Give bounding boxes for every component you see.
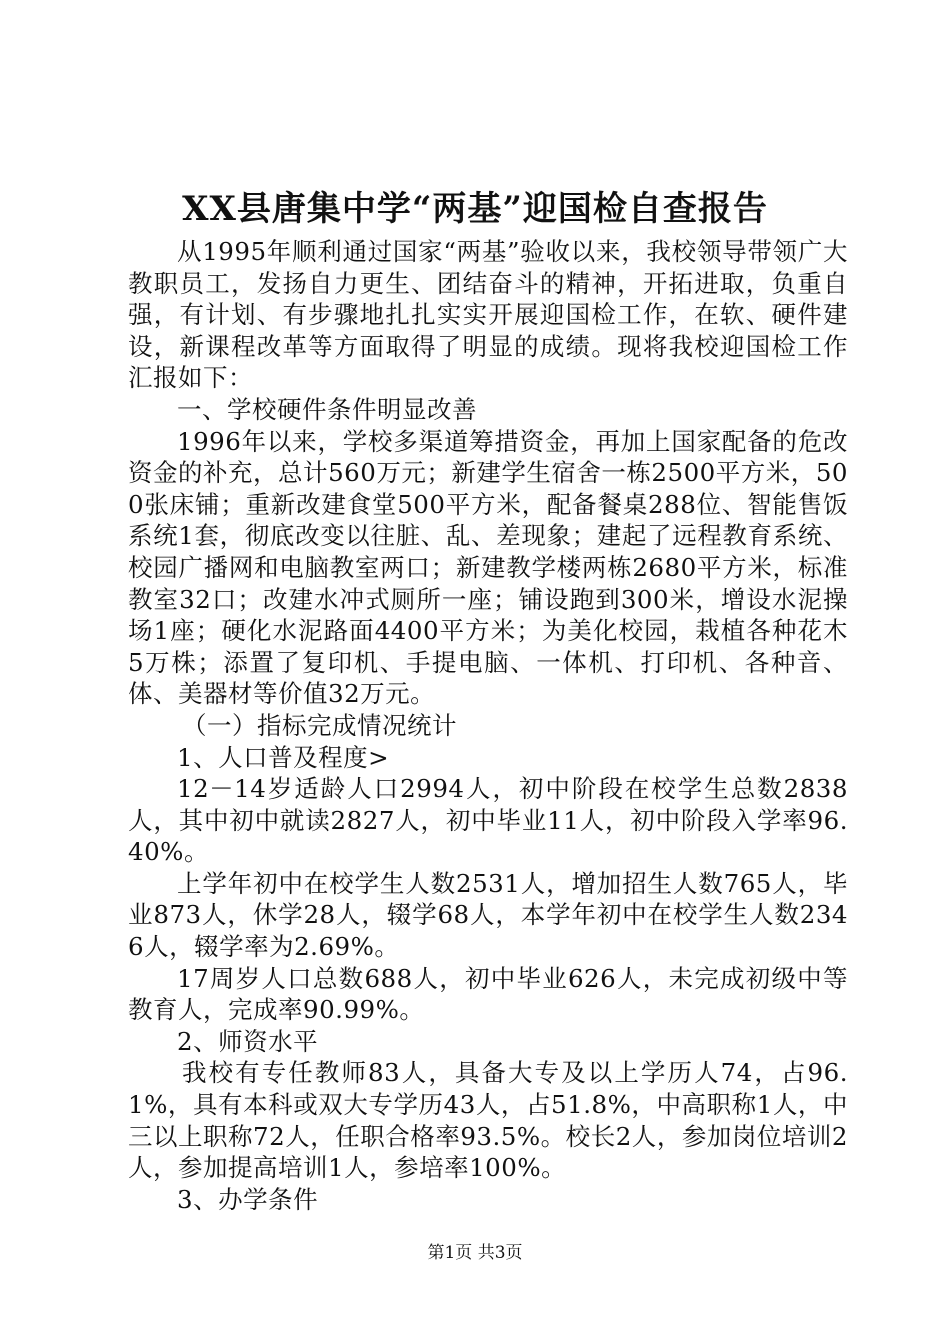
item-heading-population: 1、人口普及程度> [177,742,390,772]
subsection-heading-indicators: （一）指标完成情况统计 [182,710,457,740]
document-title: XX县唐集中学“两基”迎国检自查报告 [182,189,768,229]
item-heading-conditions: 3、办学条件 [177,1184,319,1214]
population-paragraph-enrollment: 12－14岁适龄人口2994人，初中阶段在校学生总数2838人，其中初中就读2827人，初中毕业11人，初中阶段入学率96.40%。 [128,774,848,867]
population-paragraph-dropout: 上学年初中在校学生人数2531人，增加招生人数765人，毕业873人，休学28人，辍学68人，本学年初中在校学生人数2346人，辍学率为2.69%。 [128,868,848,962]
document-body [128,236,848,1215]
page-footer: 第1页 共3页 [427,1243,523,1263]
item-heading-teachers: 2、师资水平 [177,1026,319,1056]
intro-paragraph: 从1995年顺利通过国家“两基”验收以来，我校领导带领广大教职员工，发扬自力更生、团结奋斗的精神，开拓进取，负重自强，有计划、有步骤地扎扎实实开展迎国检工作，在软、硬件建设，新课程改革等方面取得了明显的成绩。现将我校迎国检工作汇报如下： [128,237,848,393]
population-paragraph-completion: 17周岁人口总数688人，初中毕业626人，未完成初级中等教育人，完成率90.99%。 [128,963,848,1025]
hardware-paragraph: 1996年以来，学校多渠道筹措资金，再加上国家配备的危改资金的补充，总计560万元；新建学生宿舍一栋2500平方米，500张床铺；重新改建食堂500平方米，配备餐桌288位、智能售饭系统1套，彻底改变以往脏、乱、差现象；建起了远程教育系统、校园广播网和电脑教室两口；新建教学楼两栋2680平方米，标准教室32口；改建水冲式厕所一座；铺设跑到300米，增设水泥操场1座；硬化水泥路面4400平方米；为美化校园，栽植各种花木5万株；添置了复印机、手提电脑、一体机、打印机、各种音、体、美器材等价值32万元。 [128,426,848,709]
teachers-paragraph: 我校有专任教师83人，具备大专及以上学历人74，占96.1%，具有本科或双大专学历43人，占51.8%，中高职称1人，中三以上职称72人，任职合格率93.5%。校长2人，参加岗位培训2人，参加提高培训1人，参培率100%。 [128,1058,848,1183]
section-heading-hardware: 一、学校硬件条件明显改善 [177,394,477,424]
